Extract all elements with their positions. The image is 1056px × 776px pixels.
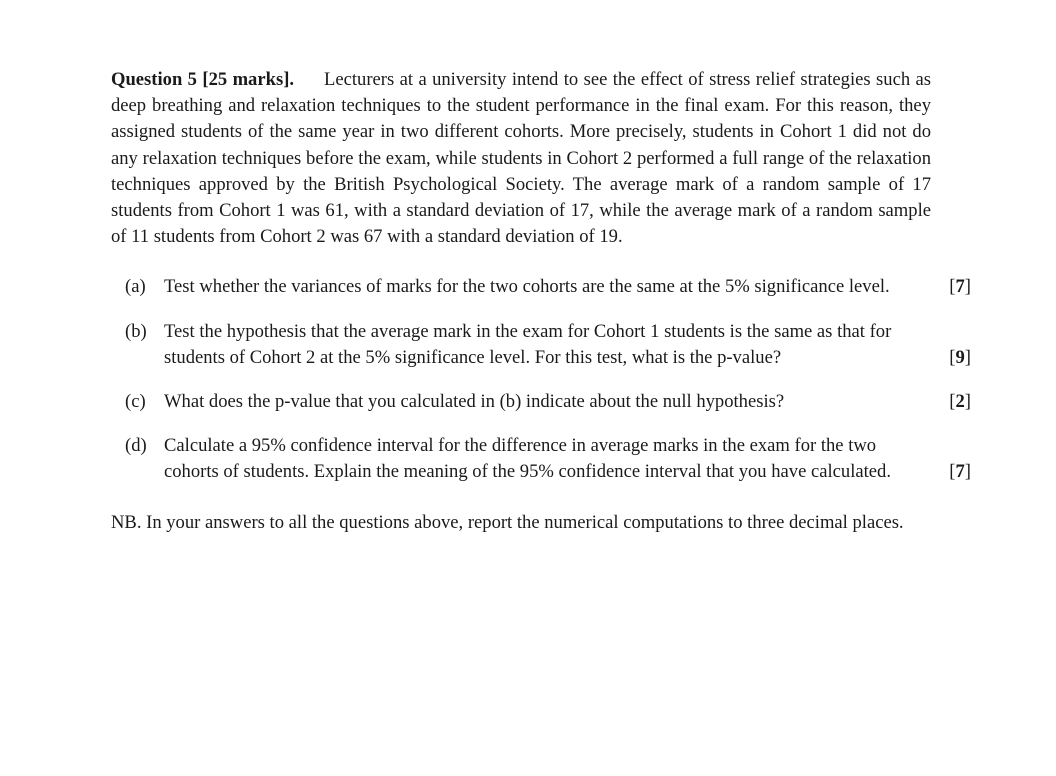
part-marks: [2]	[949, 391, 971, 413]
part-label: (d)	[125, 435, 147, 457]
question-body: Lecturers at a university intend to see the effect of stress relief strategies such as deep breathing and relaxation techniques to the student performance in the final exam. For this reason, they assigned students of the same year in two different cohorts. More precisely, students in Cohort 1 did not do any relaxation techniques before the exam, while students in Cohort 2 performed a full range of the relaxation techniques approved by the British Psychological Society. The average mark of a random sample of 17 students from Cohort 1 was 61, with a standard deviation of 17, while the average mark of a random sample of 11 students from Cohort 2 was 67 with a standard deviation of 19.	[111, 69, 932, 248]
part-label: (c)	[125, 391, 146, 413]
part-marks: [7]	[949, 276, 971, 298]
part-marks: [7]	[949, 461, 971, 483]
part-b	[111, 319, 971, 371]
part-a	[111, 274, 971, 300]
part-marks: [9]	[949, 346, 971, 368]
part-text: Test the hypothesis that the average mark in the exam for Cohort 1 students is the same as that for students of Cohort 2 at the 5% significance level. For this test, what is the p-value?	[164, 320, 892, 368]
rounding-note: NB. In your answers to all the questions above, report the numerical computations to three decimal places.	[111, 511, 904, 533]
part-c	[111, 389, 971, 415]
part-text: Calculate a 95% confidence interval for the difference in average marks in the exam for the two cohorts of students. Explain the meaning of the 95% confidence interval that you have calculated.	[164, 435, 891, 483]
part-d	[111, 433, 971, 485]
question-block	[111, 67, 931, 250]
part-label: (b)	[125, 320, 147, 342]
question-parts	[111, 274, 971, 485]
question-heading: Question 5	[111, 69, 197, 90]
part-text: What does the p-value that you calculated in (b) indicate about the null hypothesis?	[164, 391, 785, 413]
part-text: Test whether the variances of marks for the two cohorts are the same at the 5% significance level.	[164, 276, 890, 298]
question-total-marks: [25 marks].	[202, 69, 295, 90]
exam-page	[111, 67, 971, 536]
part-label: (a)	[125, 276, 146, 298]
